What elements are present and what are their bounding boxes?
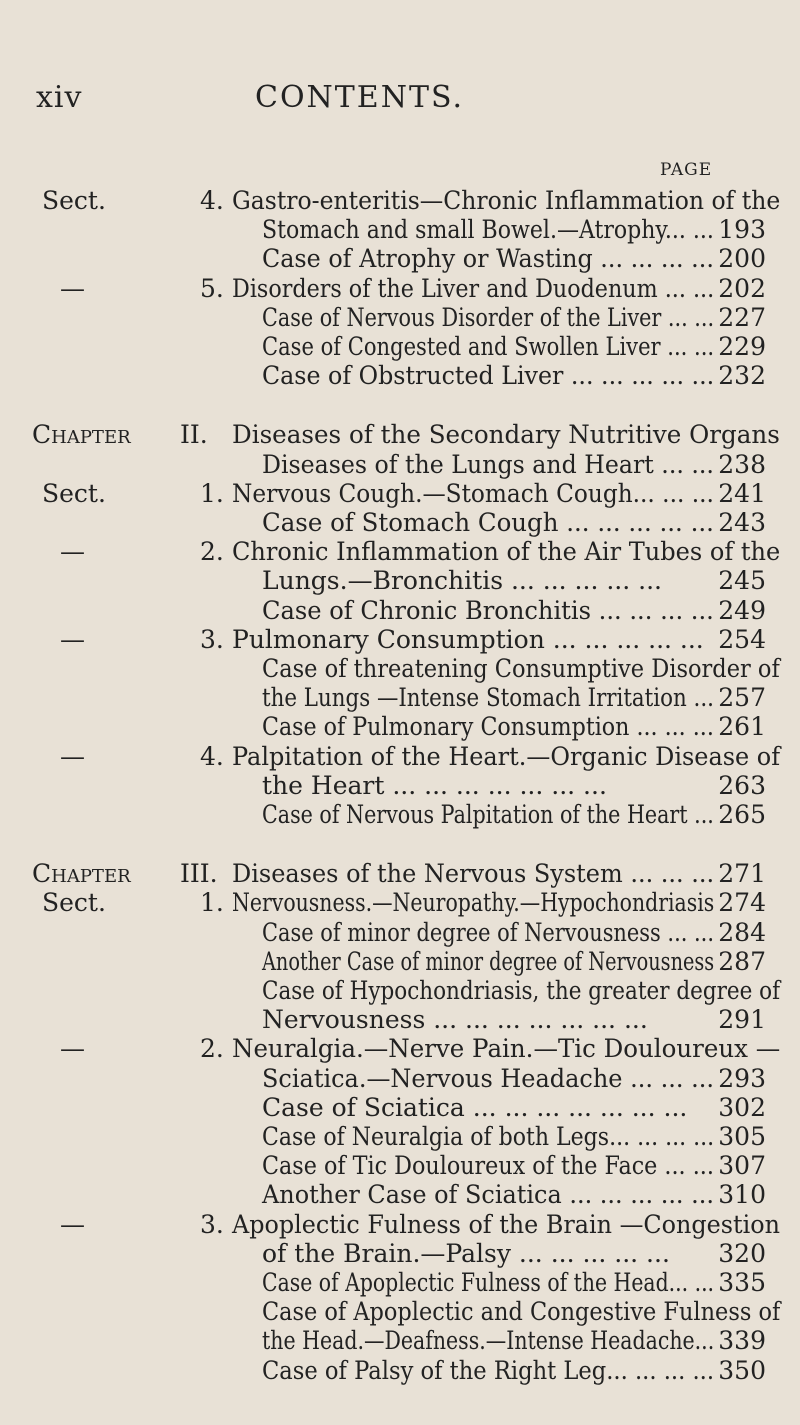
- entry-title: Case of Stomach Cough ... ... ... ... ...: [262, 508, 714, 537]
- running-title: CONTENTS.: [255, 80, 464, 115]
- entry-title: Sciatica.—Nervous Headache ... ... ...: [262, 1063, 714, 1093]
- entry-title: Case of Hypochondriasis, the greater degree of: [262, 976, 781, 1005]
- entry-title: Apoplectic Fulness of the Brain —Congestion: [232, 1209, 780, 1239]
- page-column-label: PAGE: [660, 160, 713, 180]
- entry-number: 4.: [200, 741, 224, 771]
- entry-page-number: 254: [718, 624, 766, 654]
- entry-title: Diseases of the Nervous System ... ... ...: [232, 859, 715, 889]
- entry-page-number: 232: [718, 361, 766, 391]
- entry-label: Chapter: [32, 859, 131, 889]
- entry-label: —: [60, 537, 85, 567]
- entry-page-number: 238: [718, 449, 766, 479]
- entry-title: Case of Palsy of the Right Leg... ... ... ...: [262, 1355, 715, 1385]
- entry-title: Case of Nervous Palpitation of the Heart ...: [262, 800, 714, 829]
- entry-title: Case of minor degree of Nervousness ... ...: [262, 917, 714, 947]
- entry-title: Nervousness ... ... ... ... ... ... ...: [262, 1005, 648, 1035]
- entry-title: Palpitation of the Heart.—Organic Disease of: [232, 741, 781, 771]
- entry-page-number: 271: [718, 859, 766, 889]
- entry-page-number: 257: [718, 683, 766, 713]
- entry-page-number: 320: [718, 1238, 766, 1268]
- entry-page-number: 249: [718, 595, 766, 625]
- entry-title: Case of Atrophy or Wasting ... ... ... ...: [262, 244, 714, 274]
- entry-page-number: 310: [718, 1180, 766, 1210]
- entry-page-number: 200: [718, 244, 766, 274]
- entry-title: Disorders of the Liver and Duodenum ... ...: [232, 273, 715, 303]
- entry-title: Nervousness.—Neuropathy.—Hypochondriasis: [232, 888, 715, 918]
- entry-number: II.: [180, 420, 208, 450]
- entry-page-number: 265: [718, 800, 766, 829]
- entry-label: Chapter: [32, 420, 131, 450]
- entry-title: Another Case of minor degree of Nervousness: [262, 946, 715, 976]
- entry-page-number: 350: [718, 1355, 766, 1385]
- entry-title: Case of Apoplectic and Congestive Fulness of: [262, 1297, 781, 1327]
- entry-title: Chronic Inflammation of the Air Tubes of the: [232, 537, 781, 567]
- entry-title: Case of Nervous Disorder of the Liver ... ...: [262, 302, 715, 332]
- running-header: [0, 80, 800, 120]
- entry-title: Another Case of Sciatica ... ... ... ... ...: [262, 1180, 715, 1210]
- entry-page-number: 293: [718, 1063, 766, 1093]
- entry-title: Case of Tic Douloureux of the Face ... ...: [262, 1151, 714, 1181]
- entry-title: the Head.—Deafness.—Intense Headache...: [262, 1326, 715, 1356]
- entry-number: 3.: [200, 624, 224, 654]
- entry-label: —: [60, 273, 85, 303]
- entry-label: Sect.: [42, 888, 106, 918]
- entry-label: —: [60, 1034, 85, 1064]
- entry-page-number: 284: [718, 917, 766, 947]
- entry-title: Stomach and small Bowel.—Atrophy... ...: [262, 215, 714, 245]
- page-number: xiv: [36, 80, 83, 115]
- entry-title: the Lungs —Intense Stomach Irritation ...: [262, 683, 714, 713]
- entry-number: 5.: [200, 273, 224, 303]
- entry-title: Case of Pulmonary Consumption ... ... ...: [262, 712, 714, 742]
- entry-number: 2.: [200, 1034, 224, 1064]
- entry-page-number: 193: [718, 215, 766, 245]
- entry-title: Pulmonary Consumption ... ... ... ... ...: [232, 624, 704, 654]
- entry-title: Gastro-enteritis—Chronic Inflammation of the: [232, 186, 781, 215]
- entry-page-number: 241: [718, 478, 766, 508]
- entry-page-number: 202: [718, 273, 766, 303]
- entry-title: Case of Congested and Swollen Liver ... ...: [262, 332, 715, 361]
- entry-title: the Heart ... ... ... ... ... ... ...: [262, 770, 607, 800]
- entry-page-number: 274: [718, 888, 766, 918]
- entry-title: Case of Neuralgia of both Legs... ... ... ...: [262, 1122, 715, 1151]
- entry-page-number: 305: [718, 1122, 766, 1151]
- entry-page-number: 287: [718, 946, 766, 976]
- entry-title: Case of Sciatica ... ... ... ... ... ... ...: [262, 1092, 688, 1122]
- entry-title: Case of threatening Consumptive Disorder of: [262, 654, 780, 683]
- entry-number: 1.: [200, 888, 224, 918]
- entry-page-number: 291: [718, 1005, 766, 1035]
- entry-number: 1.: [200, 478, 224, 508]
- entry-number: 3.: [200, 1209, 224, 1239]
- entry-label: —: [60, 741, 85, 771]
- entry-title: Case of Chronic Bronchitis ... ... ... ...: [262, 595, 714, 625]
- toc-entry: [0, 1353, 800, 1389]
- toc-entry: [0, 797, 800, 833]
- entry-page-number: 339: [718, 1326, 766, 1356]
- entry-page-number: 245: [718, 566, 766, 596]
- entry-page-number: 263: [718, 770, 766, 800]
- entry-title: of the Brain.—Palsy ... ... ... ... ...: [262, 1238, 670, 1268]
- entry-page-number: 229: [718, 332, 766, 361]
- entry-label: Sect.: [42, 186, 106, 215]
- toc-entry: [0, 358, 800, 394]
- entry-page-number: 302: [718, 1092, 766, 1122]
- entry-title: Lungs.—Bronchitis ... ... ... ... ...: [262, 566, 662, 596]
- entry-title: Case of Apoplectic Fulness of the Head... ...: [262, 1268, 715, 1297]
- entry-page-number: 335: [718, 1268, 766, 1297]
- entry-page-number: 243: [718, 508, 766, 537]
- entry-label: Sect.: [42, 478, 106, 508]
- entry-title: Neuralgia.—Nerve Pain.—Tic Douloureux —: [232, 1034, 781, 1064]
- entry-title: Case of Obstructed Liver ... ... ... ... ...: [262, 361, 715, 391]
- entry-title: Diseases of the Lungs and Heart ... ...: [262, 449, 714, 479]
- entry-title: Nervous Cough.—Stomach Cough... ... ...: [232, 478, 714, 508]
- entry-page-number: 227: [718, 302, 766, 332]
- entry-page-number: 307: [718, 1151, 766, 1181]
- entry-label: —: [60, 624, 85, 654]
- entry-number: 4.: [200, 186, 224, 215]
- entry-number: 2.: [200, 537, 224, 567]
- entry-number: III.: [180, 859, 218, 889]
- entry-title: Diseases of the Secondary Nutritive Organs: [232, 420, 780, 450]
- entry-page-number: 261: [718, 712, 766, 742]
- entry-label: —: [60, 1209, 85, 1239]
